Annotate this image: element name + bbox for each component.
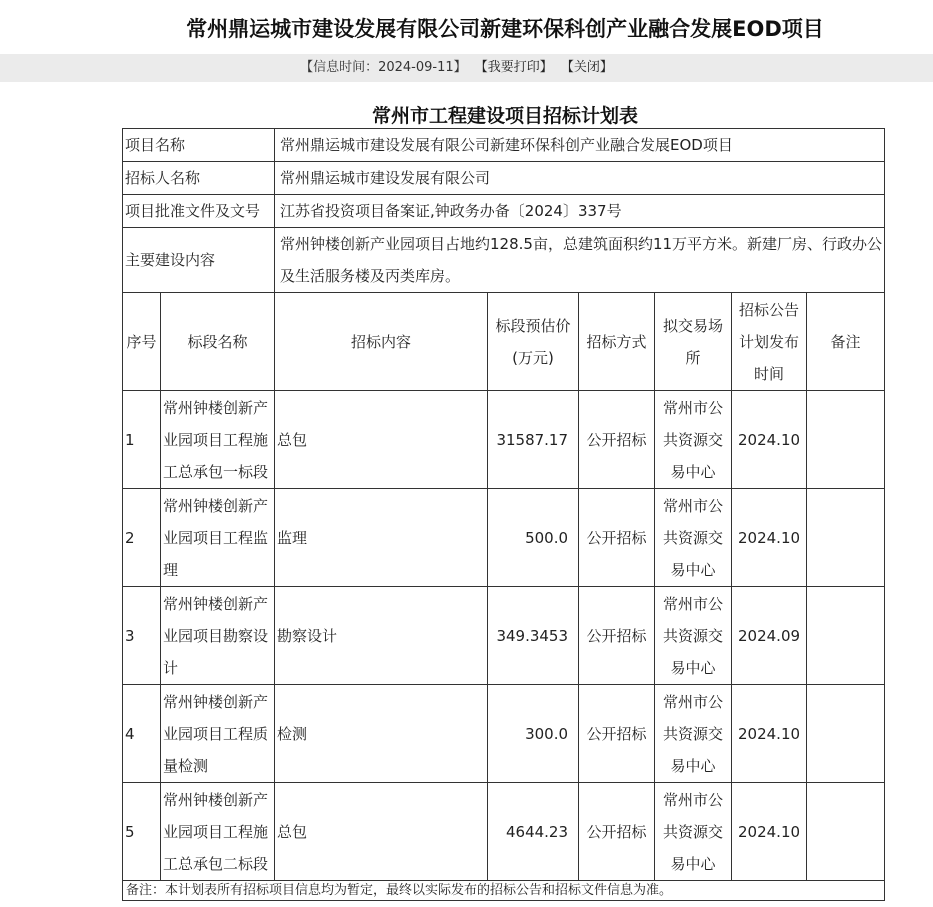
row-publish: 2024.10 <box>732 685 807 783</box>
table-title: 常州市工程建设项目招标计划表 <box>371 105 638 127</box>
row-venue: 常州市公共资源交易中心 <box>655 587 732 685</box>
header-method: 招标方式 <box>579 293 655 391</box>
row-publish: 2024.10 <box>732 783 807 881</box>
print-link[interactable]: 【我要打印】 <box>474 60 553 75</box>
close-link[interactable]: 【关闭】 <box>560 60 613 75</box>
page-title: 常州鼎运城市建设发展有限公司新建环保科创产业融合发展EOD项目 <box>186 17 824 41</box>
approval-row <box>123 195 885 228</box>
project-name-row <box>123 129 885 162</box>
row-venue: 常州市公共资源交易中心 <box>655 685 732 783</box>
row-section: 常州钟楼创新产业园项目工程质量检测 <box>161 685 275 783</box>
content-value: 常州钟楼创新产业园项目占地约128.5亩，总建筑面积约11万平方米。新建厂房、行政办公及生活服务楼及丙类库房。 <box>275 228 885 293</box>
header-no: 序号 <box>123 293 161 391</box>
row-no: 3 <box>123 587 161 685</box>
tenderer-value: 常州鼎运城市建设发展有限公司 <box>275 162 885 195</box>
row-no: 1 <box>123 391 161 489</box>
row-price: 349.3453 <box>488 587 579 685</box>
row-no: 2 <box>123 489 161 587</box>
table-row <box>123 391 885 489</box>
content-row <box>123 228 885 293</box>
row-content: 检测 <box>275 685 488 783</box>
approval-value: 江苏省投资项目备案证,钟政务办备〔2024〕337号 <box>275 195 885 228</box>
header-venue: 拟交易场所 <box>655 293 732 391</box>
header-remark: 备注 <box>807 293 885 391</box>
row-remark <box>807 587 885 685</box>
project-name-label: 项目名称 <box>123 129 275 162</box>
header-price: 标段预估价(万元) <box>488 293 579 391</box>
footnote: 备注：本计划表所有招标项目信息均为暂定，最终以实际发布的招标公告和招标文件信息为准。 <box>123 881 885 901</box>
row-method: 公开招标 <box>579 685 655 783</box>
row-venue: 常州市公共资源交易中心 <box>655 489 732 587</box>
row-content: 总包 <box>275 783 488 881</box>
row-publish: 2024.10 <box>732 489 807 587</box>
row-section: 常州钟楼创新产业园项目工程施工总承包二标段 <box>161 783 275 881</box>
tender-plan-table <box>122 128 885 901</box>
header-section: 标段名称 <box>161 293 275 391</box>
row-method: 公开招标 <box>579 587 655 685</box>
project-name-value: 常州鼎运城市建设发展有限公司新建环保科创产业融合发展EOD项目 <box>275 129 885 162</box>
table-row <box>123 587 885 685</box>
row-no: 4 <box>123 685 161 783</box>
row-remark <box>807 685 885 783</box>
table-row <box>123 489 885 587</box>
info-date: 【信息时间：2024-09-11】 <box>300 60 467 75</box>
row-no: 5 <box>123 783 161 881</box>
header-content: 招标内容 <box>275 293 488 391</box>
approval-label: 项目批准文件及文号 <box>123 195 275 228</box>
row-price: 4644.23 <box>488 783 579 881</box>
row-remark <box>807 489 885 587</box>
row-price: 300.0 <box>488 685 579 783</box>
row-remark <box>807 391 885 489</box>
row-section: 常州钟楼创新产业园项目工程监理 <box>161 489 275 587</box>
row-content: 监理 <box>275 489 488 587</box>
info-bar <box>0 54 933 82</box>
row-method: 公开招标 <box>579 489 655 587</box>
table-row <box>123 685 885 783</box>
content-label: 主要建设内容 <box>123 228 275 293</box>
table-row <box>123 783 885 881</box>
row-section: 常州钟楼创新产业园项目勘察设计 <box>161 587 275 685</box>
header-row <box>123 293 885 391</box>
row-content: 勘察设计 <box>275 587 488 685</box>
footnote-row <box>123 881 885 901</box>
row-section: 常州钟楼创新产业园项目工程施工总承包一标段 <box>161 391 275 489</box>
tenderer-label: 招标人名称 <box>123 162 275 195</box>
row-publish: 2024.09 <box>732 587 807 685</box>
row-venue: 常州市公共资源交易中心 <box>655 783 732 881</box>
row-method: 公开招标 <box>579 391 655 489</box>
row-content: 总包 <box>275 391 488 489</box>
row-venue: 常州市公共资源交易中心 <box>655 391 732 489</box>
info-bar-content <box>0 54 923 82</box>
row-remark <box>807 783 885 881</box>
row-price: 500.0 <box>488 489 579 587</box>
header-publish: 招标公告计划发布时间 <box>732 293 807 391</box>
tenderer-row <box>123 162 885 195</box>
row-method: 公开招标 <box>579 783 655 881</box>
row-publish: 2024.10 <box>732 391 807 489</box>
row-price: 31587.17 <box>488 391 579 489</box>
